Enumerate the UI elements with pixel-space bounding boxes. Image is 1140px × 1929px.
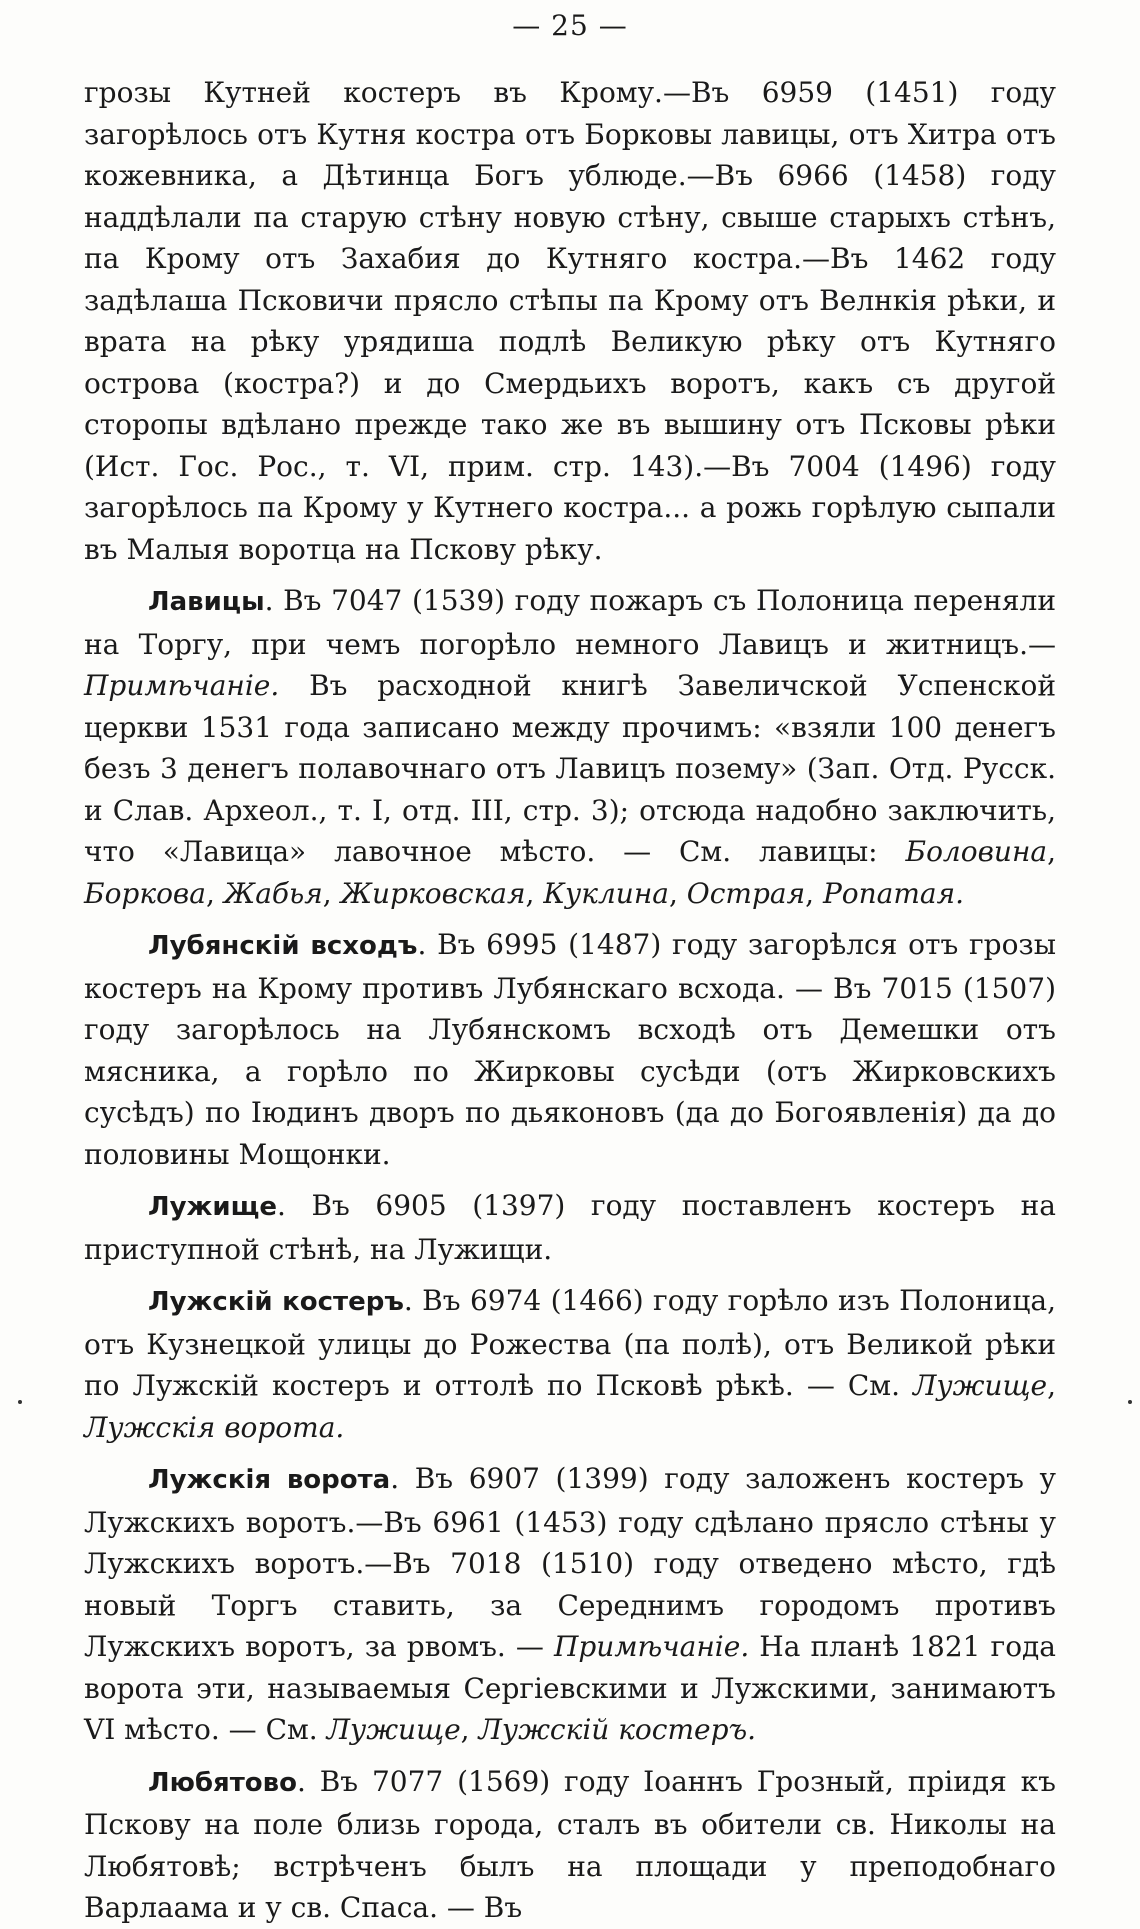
note-label: Примѣчаніе. <box>553 1630 750 1663</box>
entry-lubyanskiy-vskhod <box>84 924 1056 1175</box>
entry-heading: Лужскія ворота <box>148 1465 391 1495</box>
entry-heading: Лужскій костеръ <box>148 1287 404 1317</box>
cross-reference: Ропатая. <box>822 876 965 910</box>
text-run: Въ расходной книгѣ Завеличской Успенской церкви 1531 года записано между прочимъ: «взяли 100 денегъ безъ 3 денегъ полавочнаго отъ Лавицъ поземy» (Зап. Отд. Русск. и Слав. Археол., т. I, отд. III, стр. 3); отсюда надобно заключить, что «Лавица» лавочное мѣсто. — См. лавицы: <box>84 669 1056 868</box>
entry-heading: Любятово <box>148 1767 297 1798</box>
text-run: . Въ 7047 (1539) году пожаръ съ Полоница переняли на Торгу, при чемъ погорѣло немного Лавицъ и житницъ.— <box>84 584 1056 661</box>
cross-reference: Лужище <box>913 1369 1048 1402</box>
text-run: , <box>805 876 823 910</box>
text-run: , <box>1047 835 1056 868</box>
cross-reference: Жирковская <box>340 876 526 910</box>
cross-reference: Жабья <box>223 876 323 910</box>
cross-reference: Боловина <box>905 835 1048 868</box>
entry-luzhishche <box>84 1185 1056 1270</box>
entry-luzhskiy-koster <box>84 1280 1056 1448</box>
text-run: . Въ 6974 (1466) году горѣло изъ Полоница, отъ Кузнецкой улицы до Рожества (па полѣ), отъ Великой рѣки по Лужскій костеръ и оттолѣ по Псковѣ рѣкѣ. — См. <box>84 1284 1056 1402</box>
text-run: . Въ 6905 (1397) году поставленъ костеръ на приступной стѣнѣ, на Лужищи. <box>84 1189 1056 1266</box>
text-run: , <box>1047 1369 1056 1402</box>
text-run: . Въ 7077 (1569) году Іоаннъ Грозный, пріидя къ Пскову на поле близь города, сталъ въ обители св. Николы на Любятовѣ; встрѣченъ былъ на площади у преподобнаго Варлаама и у св. Спаса. — Въ <box>84 1764 1056 1924</box>
entry-heading: Лужище <box>148 1192 278 1222</box>
entry-lavitsy <box>84 580 1056 914</box>
cross-reference: Лужскія ворота. <box>84 1410 345 1444</box>
page-number: — 25 — <box>512 9 628 42</box>
text-run: грозы Кутней костеръ въ Крому.—Въ 6959 (1451) году загорѣлось отъ Кутня костра отъ Борковы лавицы, отъ Хитра отъ кожевника, а Дѣтинца Богъ ублюде.—Въ 6966 (1458) году наддѣлали па старую стѣну новую стѣну, свыше старыхъ стѣнъ, па Крому отъ Захабия до Кутняго костра.—Въ 1462 году задѣлаша Псковичи прясло стѣпы па Крому отъ Велнкія рѣки, и врата на рѣку урядиша подлѣ Великую рѣку отъ Кутняго острова (костра?) и до Смердьихъ воротъ, какъ съ другой сторопы вдѣлано прежде тако же въ вышину отъ Псковы рѣки (Ист. Гос. Рос., т. VI, прим. стр. 143).—Въ 7004 (1496) году загорѣлось па Крому у Кутнего костра... а рожь горѣлую сыпали въ Малыя воротца на Пскову рѣку. <box>84 76 1056 566</box>
paragraph-kremlin-continuation <box>84 72 1056 570</box>
cross-reference: Куклина <box>543 876 669 910</box>
text-run: . Въ 6907 (1399) году заложенъ костеръ у Лужскихъ воротъ.—Въ 6961 (1453) году сдѣлано прясло стѣны у Лужскихъ воротъ.—Въ 7018 (1510) году отведено мѣсто, гдѣ новый Торгъ ставить, за Середнимъ городомъ противъ Лужскихъ воротъ, за рвомъ. — <box>84 1462 1056 1663</box>
entry-heading: Лавицы <box>148 587 265 617</box>
entry-luzhskiya-vorota <box>84 1458 1056 1751</box>
text-run: На планѣ 1821 года ворота эти, называемыя Сергіевскими и Лужскими, занимаютъ VI мѣсто. — См. <box>84 1630 1056 1746</box>
scan-speck <box>1128 1400 1132 1404</box>
cross-reference: Лужскій костеръ. <box>478 1713 757 1746</box>
text-run: , <box>668 876 687 910</box>
cross-reference: Лужище <box>326 1713 461 1746</box>
text-run: , <box>205 876 224 910</box>
entry-lyubyatovo <box>84 1761 1056 1929</box>
entry-heading: Лубянскій всходъ <box>148 931 418 961</box>
note-label: Примѣчаніе. <box>84 669 280 702</box>
text-run: . Въ 6995 (1487) году загорѣлся отъ грозы костеръ на Крому противъ Лубянскаго всхода. — Въ 7015 (1507) году загорѣлось на Лубянскомъ всходѣ отъ Демешки отъ мясника, а горѣло по Жирковы сусѣди (отъ Жирковскихъ сусѣдъ) по Іюдинъ дворъ по дьяконовъ (да до Богоявленія) да до половины Мощонки. <box>84 928 1056 1171</box>
cross-reference: Боркова <box>84 876 206 910</box>
text-run: , <box>525 876 544 910</box>
text-run: , <box>322 876 341 910</box>
cross-reference: Острая <box>686 876 806 910</box>
text-run: , <box>460 1713 479 1746</box>
scan-speck <box>18 1400 22 1404</box>
